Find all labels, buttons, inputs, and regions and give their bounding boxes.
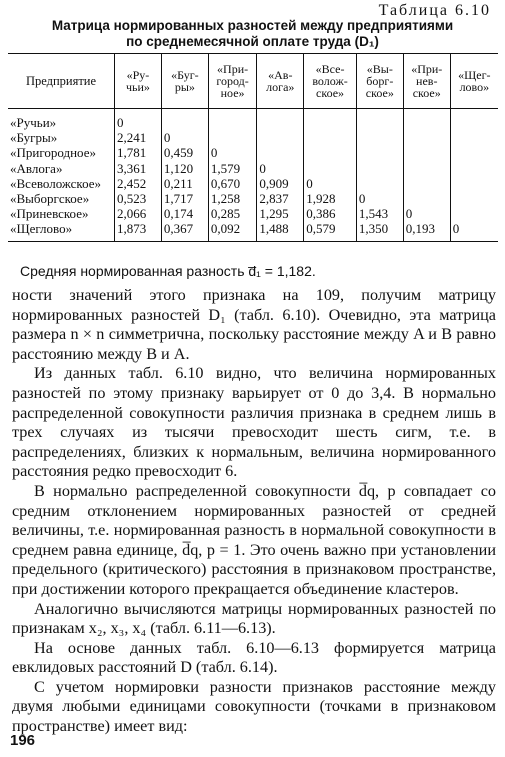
- matrix-cell: 0: [450, 221, 498, 241]
- matrix-cell: 0,174: [161, 206, 208, 221]
- caption-line-2: по среднемесячной оплате труда (D₁): [126, 34, 379, 49]
- row-enterprise-name: «Щеглово»: [10, 221, 73, 237]
- matrix-cell: [257, 109, 304, 131]
- paragraph: В нормально распределенной совокупности d̅q, p совпадает со средним отклонением нормированных разностей от средней величины, т.е. нормированная разность в нормальной совокупности в среднем равна единице, d̅q, p = 1. Это очень важно при установлении предельного (критического) расстояния в признаковом пространстве, при достижении которого прекращается объединение кластеров.: [12, 481, 496, 598]
- matrix-cell: [450, 206, 498, 221]
- header-column: «Все- волож- ское»: [304, 54, 357, 109]
- page-number: 196: [10, 732, 36, 749]
- matrix-cell: [403, 191, 450, 206]
- matrix-cell: [450, 109, 498, 131]
- paragraph: Из данных табл. 6.10 видно, что величина нормированных разностей по этому признаку варьирует от 0 до 3,4. В нормально распределенной совокупности различия признака в среднем лишь в трех случаях из тысячи превосходит шесть сигм, т.е. в распределениях, близких к нормальным, величина нормированного расстояния редко превосходит 6.: [12, 364, 496, 481]
- matrix-cell: [356, 130, 403, 145]
- matrix-cell: [304, 145, 357, 160]
- table-row: [8, 176, 498, 191]
- matrix-cell: 0: [161, 130, 208, 145]
- header-column: «Ру- чьи»: [115, 54, 162, 109]
- matrix-cell: [356, 161, 403, 176]
- matrix-cell: 0: [403, 206, 450, 221]
- table-row: [8, 206, 498, 221]
- paragraph: На основе данных табл. 6.10—6.13 формируется матрица евклидовых расстояний D (табл. 6.14).: [12, 638, 496, 677]
- matrix-cell: [403, 130, 450, 145]
- matrix-cell: [450, 145, 498, 160]
- matrix-cell: 0,579: [304, 221, 357, 241]
- header-column: «При- город- ное»: [208, 54, 256, 109]
- header-column: «Ав- лога»: [257, 54, 304, 109]
- row-enterprise-name: «Приневское»: [10, 206, 89, 222]
- matrix-cell: 0,285: [208, 206, 256, 221]
- matrix-cell: [450, 130, 498, 145]
- row-enterprise-name: «Ручьи»: [10, 115, 57, 130]
- matrix-cell: [403, 161, 450, 176]
- matrix-cell: [208, 109, 256, 131]
- matrix-cell: 1,781: [115, 145, 162, 160]
- matrix-cell: 1,295: [257, 206, 304, 221]
- row-enterprise-name: «Авлога»: [10, 160, 63, 176]
- matrix-cell: [257, 145, 304, 160]
- table-row: [8, 145, 498, 160]
- matrix-cell: 0: [115, 109, 162, 131]
- row-enterprise-name: «Всеволожское»: [10, 175, 102, 191]
- matrix-cell: 0,523: [115, 191, 162, 206]
- paragraph: ности значений этого признака на 109, получим матрицу нормированных разностей D₁ (табл. 6.10). Очевидно, эта матрица размера n × n симметрична, поскольку расстояние между A и B равно расстоянию между B и A.: [12, 286, 496, 363]
- table-row: [8, 191, 498, 206]
- matrix-cell: [356, 145, 403, 160]
- matrix-cell: 1,488: [257, 221, 304, 241]
- row-enterprise-name: «Бугры»: [10, 130, 58, 146]
- matrix-cell: [304, 109, 357, 131]
- matrix-cell: 0,211: [161, 176, 208, 191]
- matrix-cell: 0,092: [208, 221, 256, 241]
- table-row: [8, 109, 498, 131]
- matrix-cell: [304, 130, 357, 145]
- table-caption: [10, 18, 495, 50]
- table-body: [8, 109, 498, 242]
- matrix-cell: 1,350: [356, 221, 403, 241]
- matrix-cell: 2,452: [115, 176, 162, 191]
- matrix-cell: [161, 109, 208, 131]
- matrix-cell: [403, 176, 450, 191]
- matrix-cell: [403, 109, 450, 131]
- matrix-cell: 0,670: [208, 176, 256, 191]
- row-enterprise-name: «Пригородное»: [10, 145, 96, 161]
- matrix-cell: 0,386: [304, 206, 357, 221]
- matrix-cell: 0: [304, 176, 357, 191]
- matrix-cell: [356, 176, 403, 191]
- matrix-cell: [450, 161, 498, 176]
- paragraph: С учетом нормировки разности признаков расстояние между двумя любыми единицами совокупности (точками в признаковом пространстве) имеет вид:: [12, 677, 496, 736]
- matrix-cell: 1,543: [356, 206, 403, 221]
- matrix-cell: 0: [356, 191, 403, 206]
- header-enterprise: Предприятие: [8, 54, 115, 109]
- matrix-cell: [450, 176, 498, 191]
- matrix-cell: 1,928: [304, 191, 357, 206]
- header-column: «Вы- борг- ское»: [356, 54, 403, 109]
- table-row: [8, 221, 498, 241]
- matrix-cell: [403, 145, 450, 160]
- matrix-cell: 1,258: [208, 191, 256, 206]
- table-row: [8, 161, 498, 176]
- matrix-cell: 0,367: [161, 221, 208, 241]
- matrix-cell: [450, 191, 498, 206]
- row-enterprise-name: «Выборгское»: [10, 191, 90, 207]
- matrix-cell: [257, 130, 304, 145]
- matrix-cell: [304, 161, 357, 176]
- table-row: [8, 130, 498, 145]
- caption-line-1: Матрица нормированных разностей между предприятиями: [51, 18, 454, 33]
- matrix-cell: 1,873: [115, 221, 162, 241]
- matrix-cell: 0: [208, 145, 256, 160]
- paragraph: Аналогично вычисляются матрицы нормированных разностей по признакам x₂, x₃, x₄ (табл. 6.11—6.13).: [12, 599, 496, 638]
- matrix-cell: [356, 109, 403, 131]
- matrix-cell: 2,837: [257, 191, 304, 206]
- matrix-cell: 0,193: [403, 221, 450, 241]
- table-header-row: [8, 54, 498, 109]
- matrix-cell: 0: [257, 161, 304, 176]
- header-column: «Щег- лово»: [450, 54, 498, 109]
- body-text: [12, 286, 496, 737]
- matrix-cell: 1,717: [161, 191, 208, 206]
- header-column: «Буг- ры»: [161, 54, 208, 109]
- matrix-cell: 3,361: [115, 161, 162, 176]
- normalized-differences-table: [8, 53, 498, 242]
- average-difference-note: Средняя нормированная разность d̅₁ = 1,182.: [20, 263, 316, 279]
- matrix-cell: [208, 130, 256, 145]
- matrix-cell: 1,120: [161, 161, 208, 176]
- matrix-cell: 1,579: [208, 161, 256, 176]
- table-number-label: Таблица 6.10: [378, 2, 491, 19]
- matrix-cell: 2,241: [115, 130, 162, 145]
- matrix-cell: 0,909: [257, 176, 304, 191]
- matrix-cell: 0,459: [161, 145, 208, 160]
- matrix-cell: 2,066: [115, 206, 162, 221]
- header-column: «При- нев- ское»: [403, 54, 450, 109]
